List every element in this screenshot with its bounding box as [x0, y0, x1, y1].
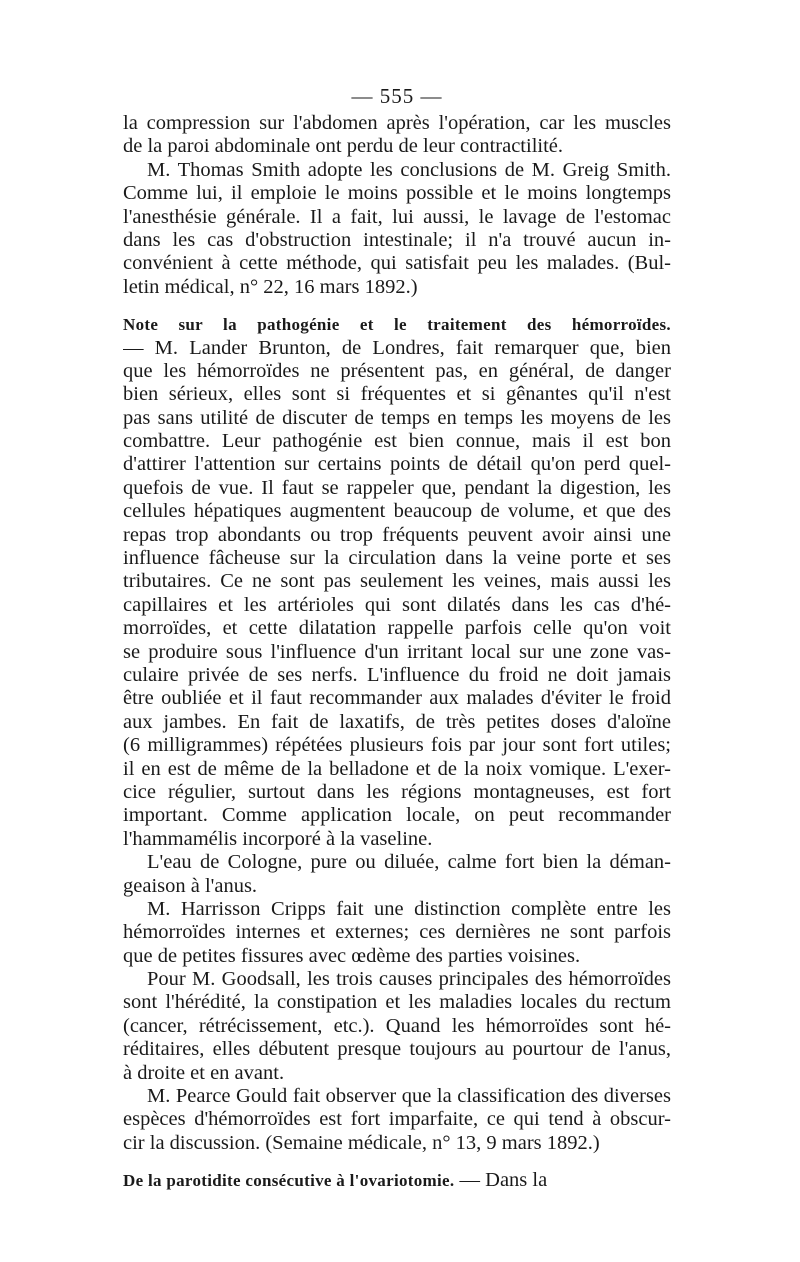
text-line: que les hémorroïdes ne présentent pas, en général, de danger	[123, 359, 671, 382]
text-line: l'hammamélis incorporé à la vaseline.	[123, 827, 433, 850]
text-line: M. Harrisson Cripps fait une distinction complète entre les	[147, 897, 671, 920]
section-continuation: — Dans la	[459, 1169, 548, 1192]
text-line: réditaires, elles débutent presque toujours au pourtour de l'anus,	[123, 1038, 671, 1061]
text-line: combattre. Leur pathogénie est bien connue, mais il est bon	[123, 430, 671, 453]
text-line: à droite et en avant.	[123, 1061, 285, 1084]
paragraph-block-1	[123, 112, 671, 299]
text-line: cice régulier, surtout dans les régions montagneuses, est fort	[123, 780, 671, 803]
section-title-parotidite: De la parotidite consécutive à l'ovariotomie.	[123, 1171, 455, 1191]
paragraph-block-4	[123, 898, 671, 968]
text-line: Comme lui, il emploie le moins possible et le moins longtemps	[123, 182, 671, 205]
text-line: bien sérieux, elles sont si fréquentes et si gênantes qu'il n'est	[123, 383, 671, 406]
paragraph-block-5	[123, 968, 671, 1085]
text-line: que de petites fissures avec œdème des parties voisines.	[123, 944, 581, 967]
section-title-hemorroides: Note sur la pathogénie et le traitement des hémorroïdes.	[123, 315, 671, 335]
text-line: dans les cas d'obstruction intestinale; il n'a trouvé aucun in-	[123, 228, 671, 251]
text-line: la compression sur l'abdomen après l'opération, car les muscles	[123, 112, 671, 134]
text-line: d'attirer l'attention sur certains points de détail qu'on perd quel-	[123, 453, 671, 476]
section-heading-parotidite	[123, 1169, 671, 1192]
text-line: convénient à cette méthode, qui satisfait peu les malades. (Bul-	[123, 252, 671, 275]
paragraph-block-2	[123, 337, 671, 852]
text-line: repas trop abondants ou trop fréquents peuvent avoir ainsi une	[123, 523, 671, 546]
text-line: M. Thomas Smith adopte les conclusions de M. Greig Smith.	[147, 158, 671, 181]
text-line: tributaires. Ce ne sont pas seulement les veines, mais aussi les	[123, 570, 671, 593]
text-line: de la paroi abdominale ont perdu de leur contractilité.	[123, 135, 564, 158]
text-line: se produire sous l'influence d'un irritant local sur une zone vas-	[123, 640, 671, 663]
text-line: l'anesthésie générale. Il a fait, lui aussi, le lavage de l'estomac	[123, 205, 671, 228]
text-line: — M. Lander Brunton, de Londres, fait remarquer que, bien	[123, 336, 671, 359]
text-line: il en est de même de la belladone et de la noix vomique. L'exer-	[123, 757, 671, 780]
text-line: influence fâcheuse sur la circulation dans la veine porte et ses	[123, 547, 671, 570]
text-line: espèces d'hémorroïdes est fort imparfaite, ce qui tend à obscur-	[123, 1108, 671, 1131]
text-line: hémorroïdes internes et externes; ces dernières ne sont parfois	[123, 921, 671, 944]
text-line: pas sans utilité de discuter de temps en temps les moyens de les	[123, 406, 671, 429]
text-line: M. Pearce Gould fait observer que la classification des diverses	[147, 1085, 671, 1108]
document-page	[123, 84, 671, 1193]
text-line: (cancer, rétrécissement, etc.). Quand les hémorroïdes sont hé-	[123, 1014, 671, 1037]
text-line: important. Comme application locale, on peut recommander	[123, 804, 671, 827]
text-line: aux jambes. En fait de laxatifs, de très petites doses d'aloïne	[123, 710, 671, 733]
text-line: L'eau de Cologne, pure ou diluée, calme fort bien la déman-	[147, 851, 671, 874]
paragraph-block-6	[123, 1085, 671, 1155]
text-line: morroïdes, et cette dilatation rappelle parfois celle qu'on voit	[123, 617, 671, 640]
text-line: quefois de vue. Il faut se rappeler que, pendant la digestion, les	[123, 476, 671, 499]
text-line: cir la discussion. (Semaine médicale, n° 13, 9 mars 1892.)	[123, 1131, 600, 1154]
text-line: letin médical, n° 22, 16 mars 1892.)	[123, 275, 418, 298]
page-number: — 555 —	[351, 84, 443, 108]
text-line: (6 milligrammes) répétées plusieurs fois par jour sont fort utiles;	[123, 734, 671, 757]
text-line: culaire privée de ses nerfs. L'influence du froid ne doit jamais	[123, 663, 671, 686]
text-line: être oubliée et il faut recommander aux malades d'éviter le froid	[123, 687, 671, 710]
text-line: capillaires et les artérioles qui sont dilatés dans les cas d'hé-	[123, 593, 671, 616]
text-line: cellules hépatiques augmentent beaucoup de volume, et que des	[123, 500, 671, 523]
text-line: sont l'hérédité, la constipation et les maladies locales du rectum	[123, 991, 671, 1014]
paragraph-block-3	[123, 851, 671, 898]
text-line: Pour M. Goodsall, les trois causes principales des hémorroïdes	[147, 968, 671, 991]
text-line: geaison à l'anus.	[123, 874, 258, 897]
